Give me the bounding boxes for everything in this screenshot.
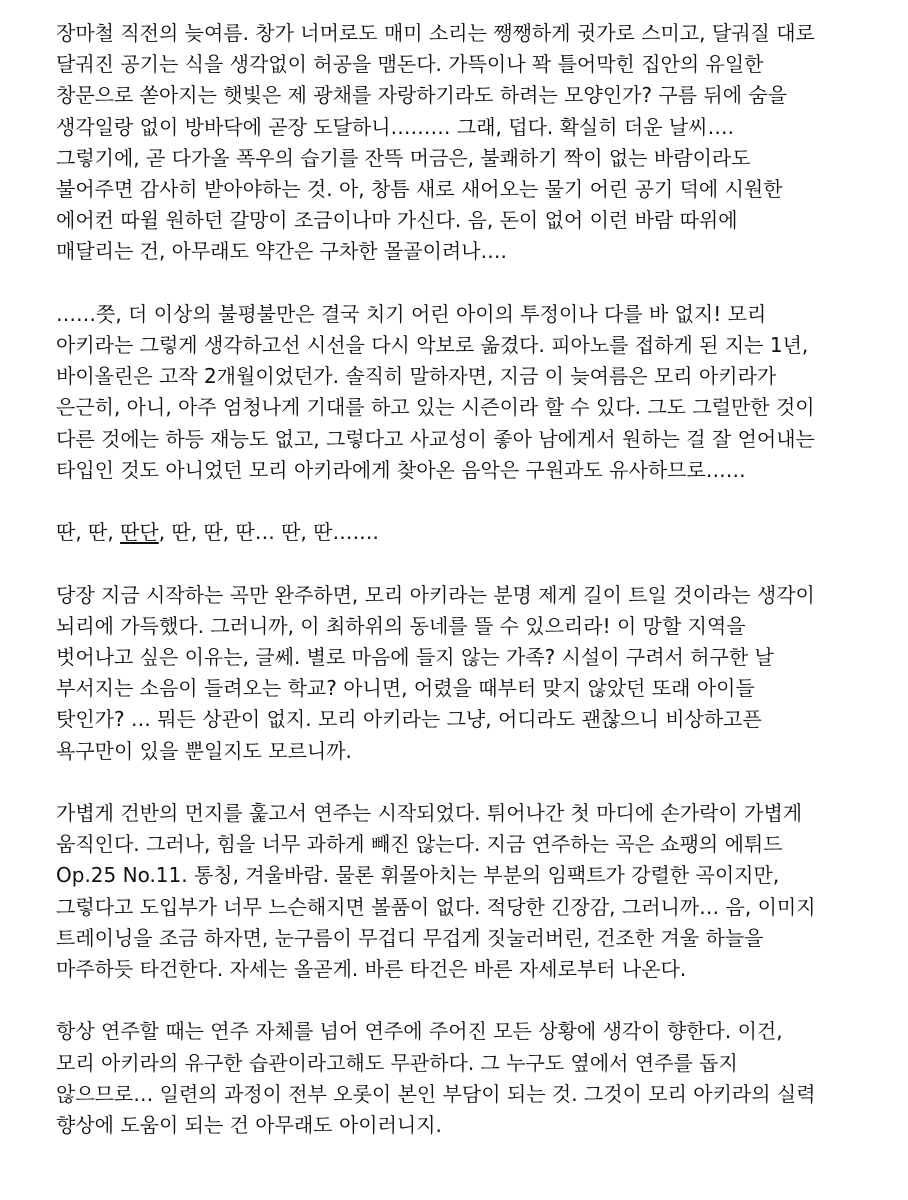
text-line: 부서지는 소음이 들려오는 학교? 아니면, 어렸을 때부터 맞지 않았던 또래 아이들 — [56, 676, 755, 701]
paragraph-3 — [56, 517, 876, 548]
text-line: ……쯧, 더 이상의 불평불만은 결국 치기 어린 아이의 투정이나 다를 바 없지! 모리 — [56, 301, 767, 326]
underlined-text: 딴단 — [120, 520, 159, 545]
text-line — [56, 517, 876, 548]
text-line: 그렇기에, 곧 다가올 폭우의 습기를 잔뜩 머금은, 불쾌하기 짝이 없는 바람이라도 — [56, 145, 751, 170]
text-line: 아키라는 그렇게 생각하고선 시선을 다시 악보로 옮겼다. 피아노를 접하게 된 지는 1년, — [56, 333, 809, 358]
paragraph-2 — [56, 299, 876, 486]
text-line: 매달리는 건, 아무래도 약간은 구차한 몰골이려나…. — [56, 239, 507, 264]
text-line: Op.25 No.11. 통칭, 겨울바람. 물론 휘몰아치는 부분의 임팩트가 강렬한 곡이지만, — [56, 863, 780, 888]
paragraph-gap — [56, 268, 876, 299]
text-line: 생각일랑 없이 방바닥에 곧장 도달하니……… 그래, 덥다. 확실히 더운 날씨…. — [56, 114, 734, 139]
paragraph-1 — [56, 18, 876, 268]
text-line: 당장 지금 시작하는 곡만 완주하면, 모리 아키라는 분명 제게 길이 트일 것이라는 생각이 — [56, 582, 815, 607]
text-line: 욕구만이 있을 뿐일지도 모르니까. — [56, 738, 352, 763]
paragraph-5 — [56, 798, 876, 985]
text-line: 타입인 것도 아니었던 모리 아키라에게 찾아온 음악은 구원과도 유사하므로…… — [56, 457, 746, 482]
text-line: 않으므로… 일련의 과정이 전부 오롯이 본인 부담이 되는 것. 그것이 모리 아키라의 실력 — [56, 1081, 816, 1106]
text-line: 향상에 도움이 되는 건 아무래도 아이러니지. — [56, 1113, 442, 1138]
paragraph-gap — [56, 548, 876, 579]
text-line: 뇌리에 가득했다. 그러니까, 이 최하위의 동네를 뜰 수 있으리라! 이 망할 지역을 — [56, 613, 746, 638]
text-line: 달궈진 공기는 식을 생각없이 허공을 맴돈다. 가뜩이나 꽉 틀어막힌 집안의 유일한 — [56, 52, 764, 77]
paragraph-gap — [56, 486, 876, 517]
text-line: 그렇다고 도입부가 너무 느슨해지면 볼품이 없다. 적당한 긴장감, 그러니까… 음, 이미지 — [56, 894, 816, 919]
text-segment: 딴, 딴, — [56, 520, 121, 545]
paragraph-4 — [56, 580, 876, 767]
paragraph-gap — [56, 985, 876, 1016]
text-line: 움직인다. 그러나, 힘을 너무 과하게 빼진 않는다. 지금 연주하는 곡은 쇼팽의 에튀드 — [56, 832, 783, 857]
text-line: 가볍게 건반의 먼지를 훑고서 연주는 시작되었다. 튀어나간 첫 마디에 손가락이 가볍게 — [56, 801, 803, 826]
text-segment: , 딴, 딴, 딴… 딴, 딴……. — [158, 520, 379, 545]
text-line: 에어컨 따윌 원하던 갈망이 조금이나마 가신다. 음, 돈이 없어 이런 바람 따위에 — [56, 208, 738, 233]
paragraph-6 — [56, 1016, 876, 1141]
text-line: 불어주면 감사히 받아야하는 것. 아, 창틈 새로 새어오는 물기 어린 공기 덕에 시원한 — [56, 177, 783, 202]
text-line: 은근히, 아니, 아주 엄청나게 기대를 하고 있는 시즌이라 할 수 있다. 그도 그럴만한 것이 — [56, 395, 815, 420]
text-line: 장마철 직전의 늦여름. 창가 너머로도 매미 소리는 쨍쨍하게 귓가로 스미고, 달궈질 대로 — [56, 21, 815, 45]
text-line: 트레이닝을 조금 하자면, 눈구름이 무겁디 무겁게 짓눌러버린, 건조한 겨울 하늘을 — [56, 925, 764, 950]
text-line: 창문으로 쏟아지는 햇빛은 제 광채를 자랑하기라도 하려는 모양인가? 구름 뒤에 숨을 — [56, 83, 788, 108]
text-line: 모리 아키라의 유구한 습관이라고해도 무관하다. 그 누구도 옆에서 연주를 돕지 — [56, 1050, 738, 1075]
document-body — [56, 18, 876, 1141]
text-line: 다른 것에는 하등 재능도 없고, 그렇다고 사교성이 좋아 남에게서 원하는 걸 잘 얻어내는 — [56, 426, 815, 451]
text-line: 항상 연주할 때는 연주 자체를 넘어 연주에 주어진 모든 상황에 생각이 향한다. 이건, — [56, 1019, 783, 1044]
text-line: 벗어나고 싶은 이유는, 글쎄. 별로 마음에 들지 않는 가족? 시설이 구려서 허구한 날 — [56, 645, 774, 670]
text-line: 마주하듯 타건한다. 자세는 올곧게. 바른 타건은 바른 자세로부터 나온다. — [56, 957, 687, 982]
paragraph-gap — [56, 767, 876, 798]
text-line: 바이올린은 고작 2개월이었던가. 솔직히 말하자면, 지금 이 늦여름은 모리 아키라가 — [56, 364, 777, 389]
text-line: 탓인가? … 뭐든 상관이 없지. 모리 아키라는 그냥, 어디라도 괜찮으니 비상하고픈 — [56, 707, 762, 732]
